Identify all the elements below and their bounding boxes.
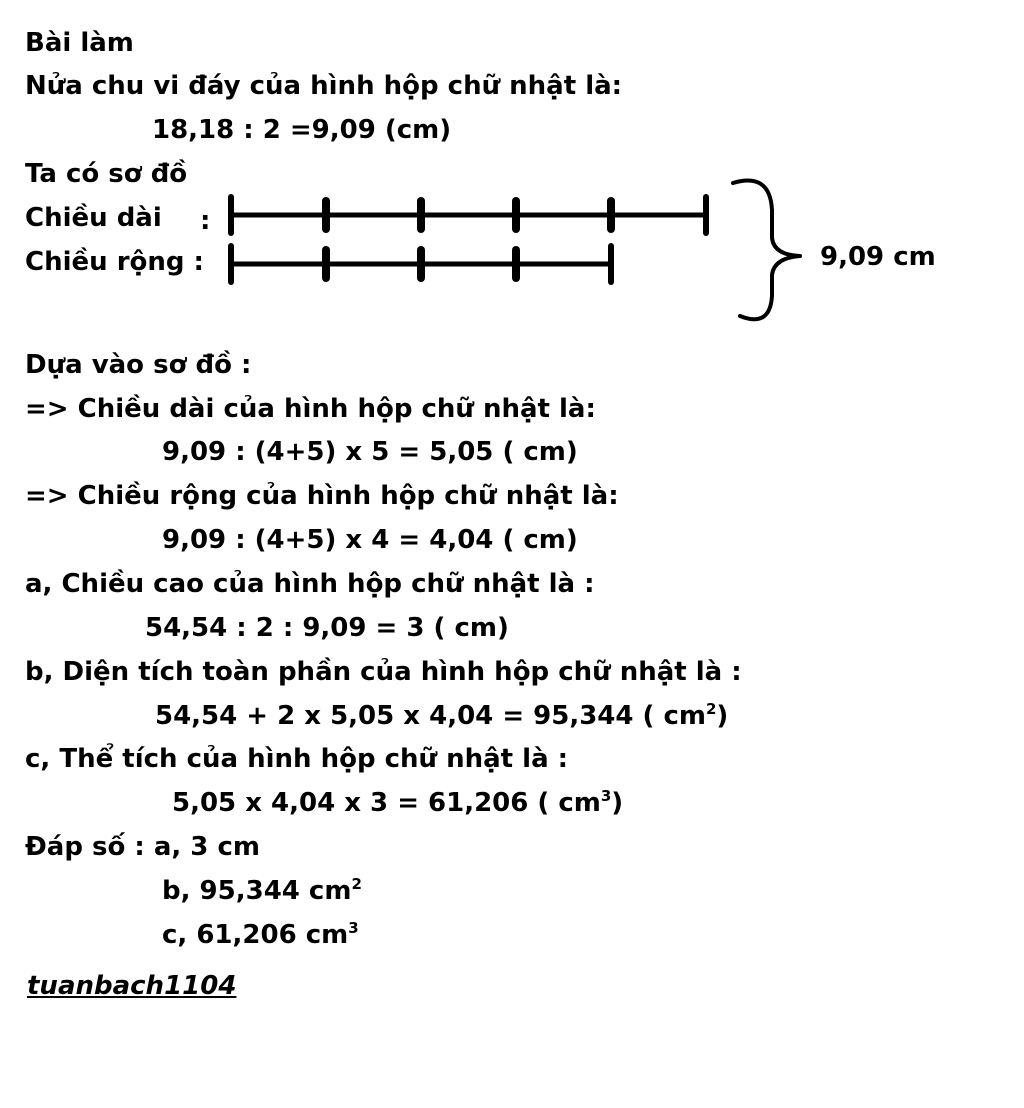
half-perimeter-calc: 18,18 : 2 =9,09 (cm) <box>152 115 452 145</box>
length-calc: 9,09 : (4+5) x 5 = 5,05 ( cm) <box>162 437 578 467</box>
width-segment-bar <box>231 246 611 282</box>
part-a-text: a, Chiều cao của hình hộp chữ nhật là : <box>25 569 595 599</box>
total-label: 9,09 cm <box>820 242 936 272</box>
answer-b-value: b, 95,344 cm <box>162 876 352 906</box>
part-c-text: c, Thể tích của hình hộp chữ nhật là : <box>25 744 569 774</box>
width-calc-text: => Chiều rộng của hình hộp chữ nhật là: <box>25 481 619 511</box>
width-calc: 9,09 : (4+5) x 4 = 4,04 ( cm) <box>162 525 578 555</box>
part-b-calc-close: ) <box>716 701 729 731</box>
total-brace <box>733 181 800 320</box>
answer-c-value: c, 61,206 cm <box>162 920 349 950</box>
length-calc-text: => Chiều dài của hình hộp chữ nhật là: <box>25 394 596 424</box>
answer-b <box>162 875 362 907</box>
length-label: Chiều dài <box>25 203 162 233</box>
part-b-text: b, Diện tích toàn phần của hình hộp chữ nhật là : <box>25 657 742 687</box>
part-c-calc-main: 5,05 x 4,04 x 3 = 61,206 ( cm <box>172 788 601 818</box>
length-colon: : <box>200 206 211 236</box>
part-a-calc: 54,54 : 2 : 9,09 = 3 ( cm) <box>145 613 509 643</box>
part-c-calc-close: ) <box>611 788 624 818</box>
half-perimeter-text: Nửa chu vi đáy của hình hộp chữ nhật là: <box>25 71 623 101</box>
answer-c-sup: 3 <box>348 919 359 937</box>
answer-c <box>162 919 359 951</box>
part-b-calc-sup: 2 <box>705 700 717 718</box>
answer-label: Đáp số : a, 3 cm <box>25 832 260 862</box>
part-c-calc-sup: 3 <box>600 787 612 805</box>
answer-b-sup: 2 <box>351 875 362 893</box>
author-signature: tuanbach1104 <box>27 971 237 1001</box>
part-b-calc <box>155 700 728 732</box>
diagram-intro: Ta có sơ đồ <box>25 159 188 189</box>
part-c-calc <box>172 787 623 819</box>
width-label: Chiều rộng : <box>25 247 204 277</box>
part-b-calc-main: 54,54 + 2 x 5,05 x 4,04 = 95,344 ( cm <box>155 701 706 731</box>
length-segment-bar <box>231 197 706 233</box>
based-on-text: Dựa vào sơ đồ : <box>25 350 252 380</box>
heading: Bài làm <box>25 28 134 58</box>
